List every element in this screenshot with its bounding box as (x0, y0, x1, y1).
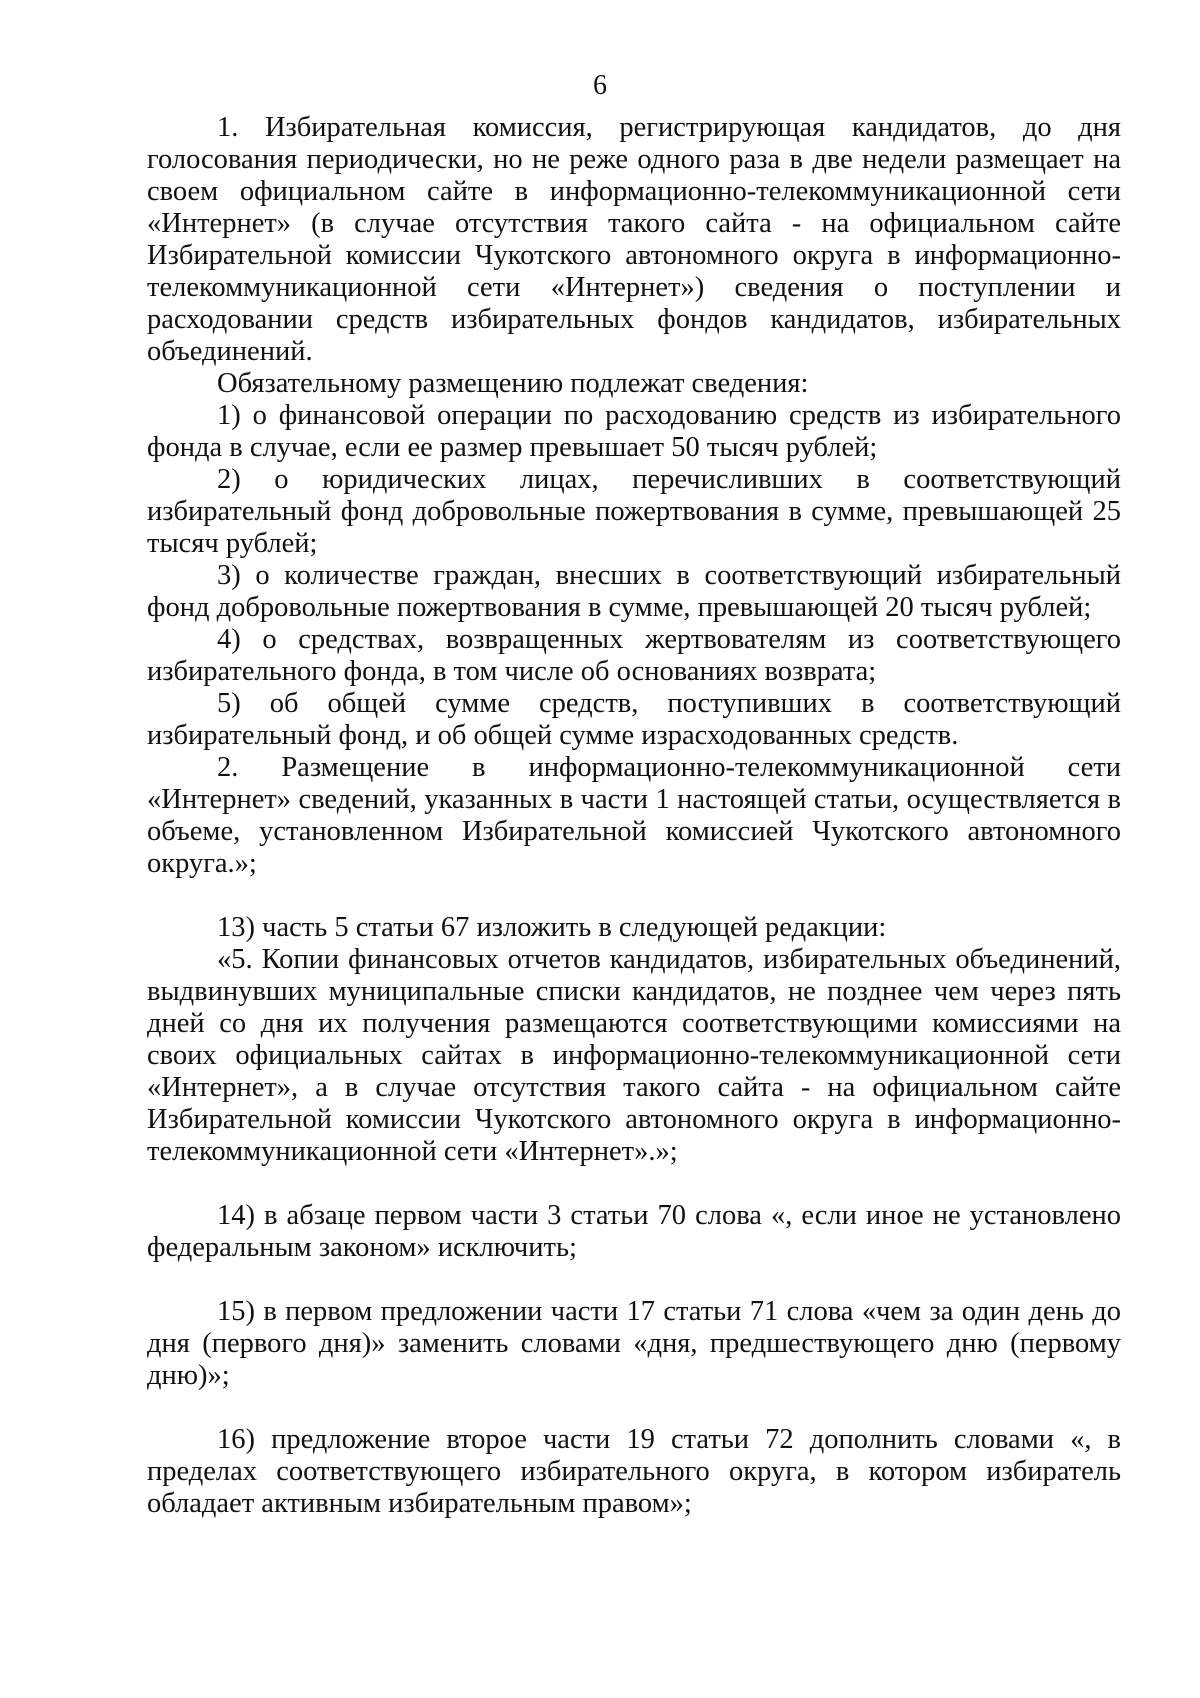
paragraph-5: 3) о количестве граждан, внесших в соответствующий избирательный фонд добровольные пожертвования в сумме, превышающей 20 тысяч рублей; (147, 560, 1121, 623)
paragraph-4: 2) о юридических лицах, перечисливших в соответствующий избирательный фонд добровольные пожертвования в сумме, превышающей 25 тысяч рублей; (147, 464, 1121, 559)
paragraph-3: 1) о финансовой операции по расходованию средств из избирательного фонда в случае, если ее размер превышает 50 тысяч рублей; (147, 400, 1121, 463)
paragraph-1: 1. Избирательная комиссия, регистрирующая кандидатов, до дня голосования периодически, но не реже одного раза в две недели размещает на своем официальном сайте в информационно-телекоммуникационной сети «Интернет» (в случае отсутствия такого сайта - на официальном сайте Избирательной комиссии Чукотского автономного округа в информационно-телекоммуникационной сети «Интернет») сведения о поступлении и расходовании средств избирательных фондов кандидатов, избирательных объединений. (147, 112, 1121, 367)
paragraph-7: 5) об общей сумме средств, поступивших в соответствующий избирательный фонд, и об общей сумме израсходованных средств. (147, 688, 1121, 751)
paragraph-9: 13) часть 5 статьи 67 изложить в следующей редакции: (217, 912, 887, 943)
page-number: 6 (593, 70, 607, 101)
document-body (147, 112, 1121, 1520)
paragraph-13: 16) предложение второе части 19 статьи 72 дополнить словами «, в пределах соответствующего избирательного округа, в котором избиратель обладает активным избирательным правом»; (147, 1424, 1121, 1519)
paragraph-8: 2. Размещение в информационно-телекоммуникационной сети «Интернет» сведений, указанных в части 1 настоящей статьи, осуществляется в объеме, установленном Избирательной комиссией Чукотского автономного округа.»; (147, 752, 1121, 879)
paragraph-10: «5. Копии финансовых отчетов кандидатов, избирательных объединений, выдвинувших муниципальные списки кандидатов, не позднее чем через пять дней со дня их получения размещаются соответствующими комиссиями на своих официальных сайтах в информационно-телекоммуникационной сети «Интернет», а в случае отсутствия такого сайта - на официальном сайте Избирательной комиссии Чукотского автономного округа в информационно-телекоммуникационной сети «Интернет».»; (147, 944, 1121, 1167)
paragraph-12: 15) в первом предложении части 17 статьи 71 слова «чем за один день до дня (первого дня)» заменить словами «дня, предшествующего дню (первому дню)»; (147, 1296, 1121, 1391)
paragraph-6: 4) о средствах, возвращенных жертвователям из соответствующего избирательного фонда, в том числе об основаниях возврата; (147, 624, 1121, 687)
paragraph-11: 14) в абзаце первом части 3 статьи 70 слова «, если иное не установлено федеральным законом» исключить; (147, 1200, 1121, 1263)
paragraph-2: Обязательному размещению подлежат сведения: (217, 368, 809, 399)
